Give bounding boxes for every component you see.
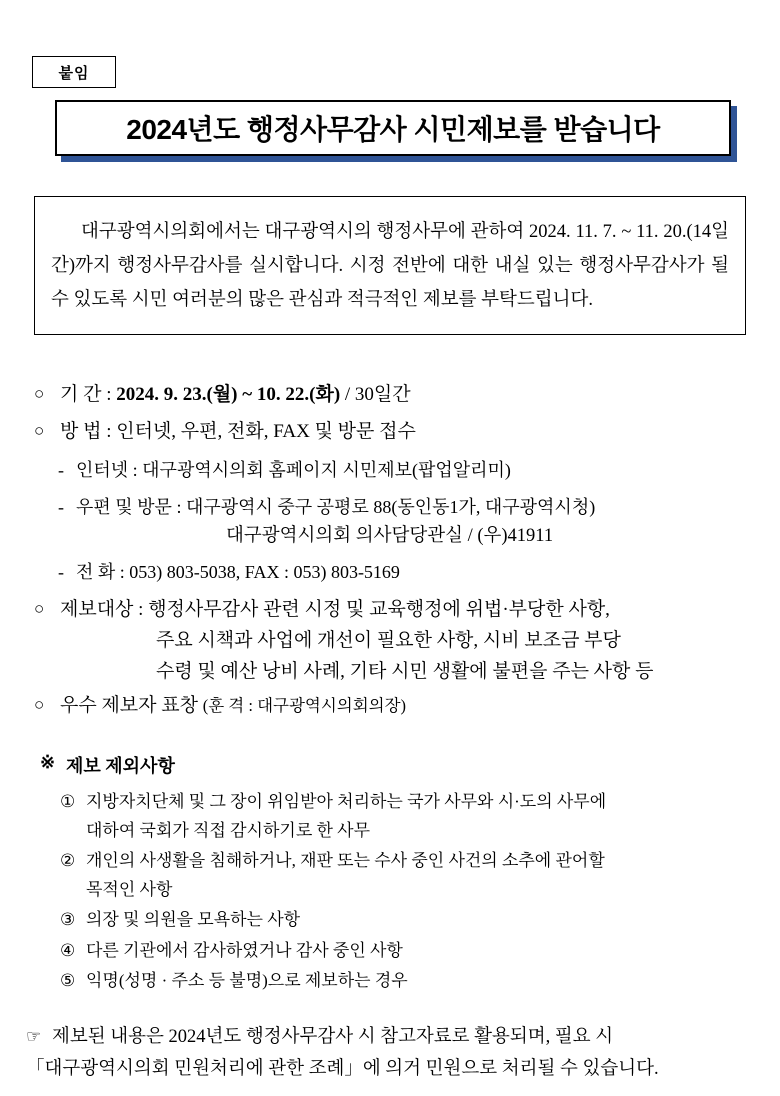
phone-value: 053) 803-5038, FAX : 053) 803-5169 xyxy=(129,561,400,582)
attachment-tag: 붙임 xyxy=(32,56,116,88)
pointing-hand-icon: ☞ xyxy=(26,1027,42,1046)
award-label: 우수 제보자 표창 xyxy=(60,695,198,717)
footer-row xyxy=(26,1022,756,1086)
internet-line xyxy=(76,456,511,485)
exclusion-item-text xyxy=(86,906,746,935)
footer-line-1: 제보된 내용은 2024년도 행정사무감사 시 참고자료로 활용되며, 필요 시 xyxy=(52,1027,614,1047)
method-label: 방 법 : xyxy=(60,420,112,442)
exclusion-list-item xyxy=(60,788,746,845)
list-item-award xyxy=(34,691,750,722)
page-title: 2024년도 행정사무감사 시민제보를 받습니다 xyxy=(126,114,660,145)
internet-label: 인터넷 : xyxy=(76,459,138,480)
mail-value: 대구광역시 중구 공평로 88(동인동1가, 대구광역시청) xyxy=(185,496,596,517)
mail-label: 우편 및 방문 : xyxy=(76,496,182,517)
target-content xyxy=(60,595,750,687)
bullet-circle-icon: ○ xyxy=(34,420,45,440)
exclusion-heading: 제보 제외사항 xyxy=(66,756,175,776)
phone-line xyxy=(76,558,400,587)
footer-text xyxy=(26,1022,659,1086)
number-icon: ⑤ xyxy=(60,971,76,991)
number-icon: ④ xyxy=(60,940,76,960)
mail-line xyxy=(76,493,595,552)
method-sub-phone xyxy=(58,558,750,587)
footer-note xyxy=(26,1022,756,1086)
exclusion-list-item xyxy=(60,937,746,966)
target-line-3: 수령 및 예산 낭비 사례, 기타 시민 생활에 불편을 주는 사항 등 xyxy=(156,660,654,682)
bullet-circle-icon: ○ xyxy=(34,598,45,618)
exclusion-item-line-2: 대하여 국회가 직접 감시하기로 한 사무 xyxy=(86,820,371,840)
number-icon: ① xyxy=(60,792,76,811)
exclusion-item-line-1: 다른 기관에서 감사하였거나 감사 중인 사항 xyxy=(86,940,403,960)
dash-bullet-icon: - xyxy=(58,496,64,517)
title-box xyxy=(55,100,731,156)
exclusion-list-item xyxy=(60,967,746,996)
asterisk-icon: ※ xyxy=(40,752,56,772)
number-icon: ② xyxy=(60,851,76,871)
exclusion-item-text xyxy=(86,847,746,904)
exclusion-list-item xyxy=(60,906,746,935)
intro-paragraph: 대구광역시의회에서는 대구광역시의 행정사무에 관하여 2024. 11. 7. ~ 11. 20.(14일간)까지 행정사무감사를 실시합니다. 시정 전반에 대한 내실 있는 행정사무감사가 될 수 있도록 시민 여러분의 많은 관심과 적극적인 제보를 부탁드립니다. xyxy=(51,222,729,311)
exclusion-item-line-1: 의장 및 의원을 모욕하는 사항 xyxy=(86,910,301,930)
method-sub-mail xyxy=(58,493,750,552)
exclusion-item-text xyxy=(86,788,746,845)
period-label: 기 간 : xyxy=(60,384,112,405)
period-content xyxy=(60,380,750,411)
exclusion-section xyxy=(40,752,746,998)
method-sub-internet xyxy=(58,456,750,485)
body-list xyxy=(34,380,750,722)
internet-value: 대구광역시의회 홈페이지 시민제보(팝업알리미) xyxy=(142,459,511,480)
exclusion-item-line-1: 익명(성명 · 주소 등 불명)으로 제보하는 경우 xyxy=(86,971,408,991)
target-line-1: 행정사무감사 관련 시정 및 교육행정에 위법·부당한 사항, xyxy=(148,598,610,620)
exclusion-item-text xyxy=(86,937,746,966)
dash-bullet-icon: - xyxy=(58,561,64,582)
exclusion-heading-row xyxy=(40,752,746,778)
number-icon: ③ xyxy=(60,910,76,930)
bullet-circle-icon: ○ xyxy=(34,695,45,715)
phone-label: 전 화 : xyxy=(76,561,125,582)
method-content xyxy=(60,417,750,448)
list-item-method xyxy=(34,417,750,448)
award-note: (훈 격 : 대구광역시의회의장) xyxy=(202,696,407,716)
exclusion-item-line-1: 지방자치단체 및 그 장이 위임받아 처리하는 국가 사무와 시·도의 사무에 xyxy=(86,792,607,811)
target-label: 제보대상 : xyxy=(60,598,144,620)
exclusion-item-text xyxy=(86,967,746,996)
footer-line-2: 「대구광역시의회 민원처리에 관한 조례」에 의거 민원으로 처리될 수 있습니다. xyxy=(26,1058,659,1079)
title-banner xyxy=(55,100,731,156)
list-item-period xyxy=(34,380,750,411)
dash-bullet-icon: - xyxy=(58,459,64,480)
mail-value-2: 대구광역시의회 의사담당관실 / (우)41911 xyxy=(226,525,554,546)
method-value: 인터넷, 우편, 전화, FAX 및 방문 접수 xyxy=(116,420,416,442)
target-line-2: 주요 시책과 사업에 개선이 필요한 사항, 시비 보조금 부당 xyxy=(156,629,621,651)
exclusion-item-line-2: 목적인 사항 xyxy=(86,879,173,899)
period-suffix: / 30일간 xyxy=(344,384,411,405)
award-content xyxy=(60,691,750,722)
period-value: 2024. 9. 23.(월) ~ 10. 22.(화) xyxy=(116,384,341,405)
list-item-target xyxy=(34,595,750,687)
intro-box xyxy=(34,196,746,335)
exclusion-item-line-1: 개인의 사생활을 침해하거나, 재판 또는 수사 중인 사건의 소추에 관어할 xyxy=(86,851,605,871)
exclusion-list-item xyxy=(60,847,746,904)
bullet-circle-icon: ○ xyxy=(34,384,45,403)
